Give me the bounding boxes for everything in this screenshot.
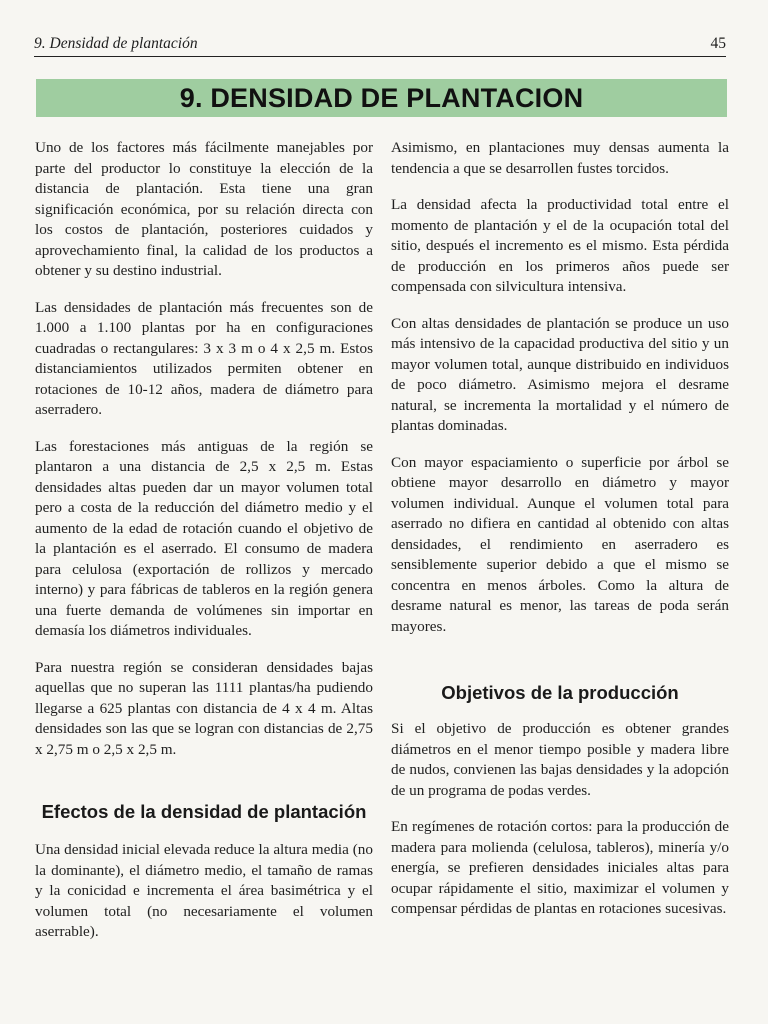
section-heading-efectos: Efectos de la densidad de plantación bbox=[41, 801, 367, 822]
paragraph: Con altas densidades de plantación se produce un uso más intensivo de la capacidad productiva del sitio y un mayor volumen total, aunque distribuido en individuos de poco diámetro. Asimismo mejora el desrame natural, se incrementa la mortalidad y el número de plantas dominadas. bbox=[391, 314, 729, 434]
paragraph: Las densidades de plantación más frecuentes son de 1.000 a 1.100 plantas por ha en configuraciones cuadradas o rectangulares: 3 x 3 m o 4 x 2,5 m. Estos distanciamientos utilizados permiten obtener en rotaciones de 10-12 años, madera de diámetro para aserradero. bbox=[35, 298, 373, 418]
paragraph: Una densidad inicial elevada reduce la altura media (no la dominante), el diámetro medio, el tamaño de ramas y la conicidad e incrementa el área basimétrica y el volumen total (no necesariamente el volumen aserrable). bbox=[35, 841, 373, 940]
paragraph: Las forestaciones más antiguas de la región se plantaron a una distancia de 2,5 x 2,5 m. Estas densidades altas pueden dar un mayor volumen total pero a costa de la reducción del diámetro medio y el aumento de la edad de rotación cuando el objetivo de la plantación es el aserrado. El consumo de madera para celulosa (exportación de rollizos y mercado interno) y para fábricas de tableros en la región genera una fuerte demanda de volúmenes sin importar en demasía los diámetros individuales. bbox=[35, 437, 373, 639]
running-header bbox=[34, 35, 726, 57]
left-column bbox=[35, 138, 373, 959]
chapter-title: 9. DENSIDAD DE PLANTACION bbox=[179, 82, 584, 113]
paragraph: Uno de los factores más fácilmente manejables por parte del productor lo constituye la elección de la distancia de plantación. Esta tiene una gran significación económica, por su relación directa con los costos de plantación, posteriores cuidados y aprovechamiento final, la calidad de los productos a obtener y su destino industrial. bbox=[35, 139, 373, 279]
section-heading-objetivos: Objetivos de la producción bbox=[441, 682, 679, 703]
chapter-title-banner bbox=[36, 79, 727, 117]
page-number: 45 bbox=[710, 35, 726, 52]
running-header-chapter: 9. Densidad de plantación bbox=[34, 35, 198, 52]
paragraph: Asimismo, en plantaciones muy densas aumenta la tendencia a que se desarrollen fustes torcidos. bbox=[391, 139, 729, 177]
paragraph: En regímenes de rotación cortos: para la producción de madera para molienda (celulosa, tableros), minería y/o energía, se prefieren densidades iniciales altas para ocupar rápidamente el sitio, maximizar el volumen y compensar pérdidas de plantas en rotaciones sucesivas. bbox=[391, 818, 729, 917]
paragraph: La densidad afecta la productividad total entre el momento de plantación y el de la ocupación total del sitio, después el incremento es el mismo. Esta pérdida de producción en los primeros años puede ser compensada con silvicultura intensiva. bbox=[391, 196, 729, 295]
paragraph: Si el objetivo de producción es obtener grandes diámetros en el menor tiempo posible y madera libre de nudos, convienen las bajas densidades y la adopción de un programa de podas verdes. bbox=[391, 720, 729, 799]
paragraph: Con mayor espaciamiento o superficie por árbol se obtiene mayor desarrollo en diámetro y mayor volumen individual. Aunque el volumen total para aserrado no difiera en cantidad al obtenido con altas densidades, el rendimiento en aserradero es sensiblemente superior debido a que el mismo se concentra en menos árboles. Como la altura de desrame natural es menor, las tareas de poda serán mayores. bbox=[391, 453, 729, 635]
paragraph: Para nuestra región se consideran densidades bajas aquellas que no superan las 1111 plantas/ha pudiendo llegarse a 625 plantas con distancia de 4 x 4 m. Altas densidades son las que se logran con distancias de 2,75 x 2,75 m o 2,5 x 2,5 m. bbox=[35, 658, 373, 758]
right-column bbox=[391, 138, 729, 936]
